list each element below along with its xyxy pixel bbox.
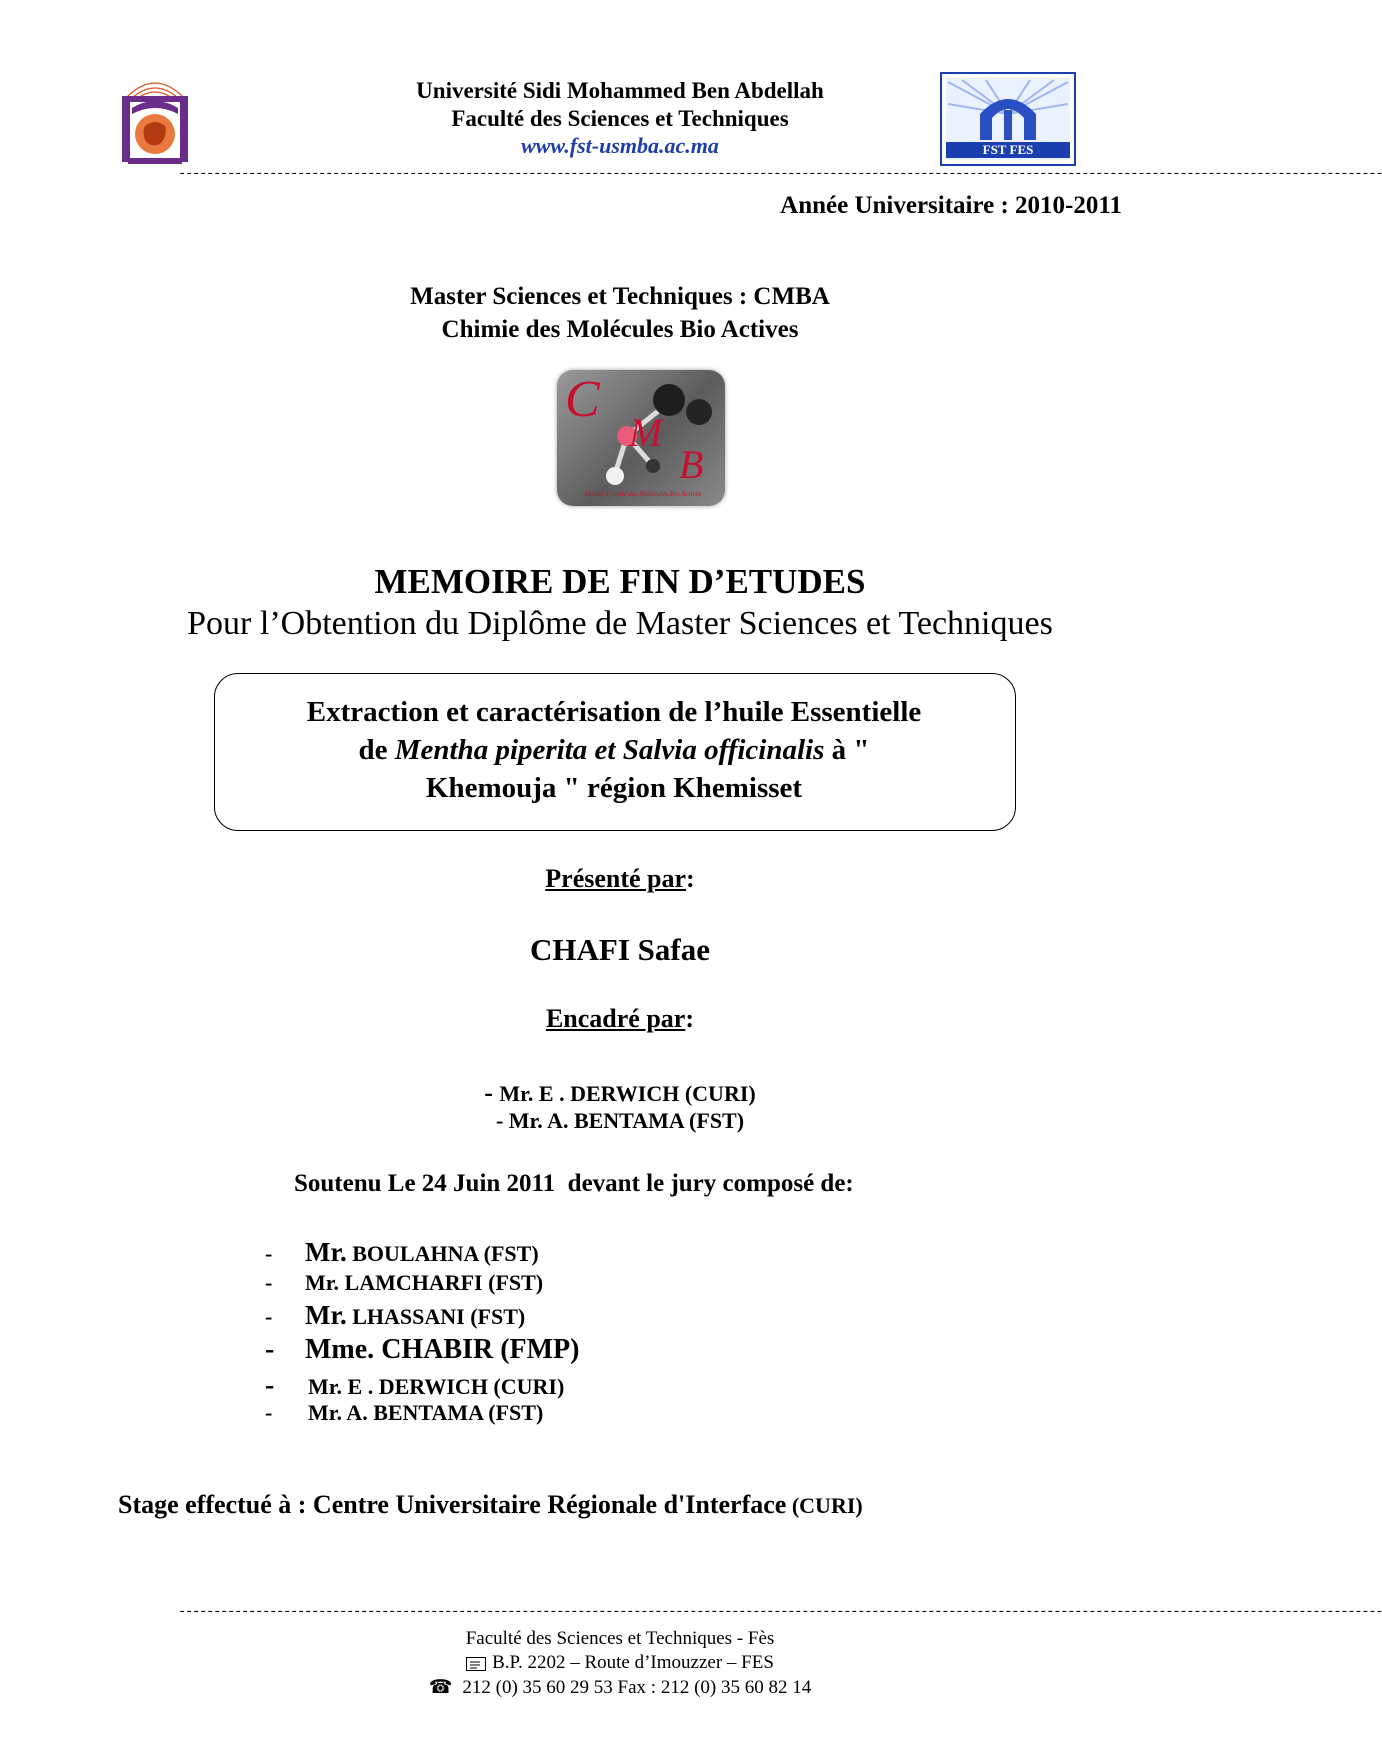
cmb-logo-caption: Master Chimie des Molécules Bio Actives (584, 490, 702, 498)
footer-address-text: B.P. 2202 – Route d’Imouzzer – FES (492, 1652, 774, 1673)
supervisor-2-name: Mr. A. BENTAMA (FST) (508, 1108, 745, 1133)
document-subtitle: Pour l’Obtention du Diplôme de Master Sciences et Techniques (187, 605, 1053, 642)
cmb-logo-letter-m: M (629, 410, 663, 455)
footer-phone-text: 212 (0) 35 60 29 53 Fax : 212 (0) 35 60 82 14 (462, 1677, 812, 1698)
jury-member-6-dash: - (265, 1400, 273, 1425)
supervisor-2 (0, 1108, 1240, 1134)
footer-faculty: Faculté des Sciences et Techniques - Fès (465, 1628, 775, 1649)
footer-phone (0, 1676, 1240, 1699)
footer-separator: ---------------------------------------------------------------------------------------------------------------------------------------------------------------------------- (178, 1604, 1382, 1620)
cmb-logo-letter-b: B (679, 442, 704, 487)
jury-member-6-name: A. BENTAMA (FST) (342, 1400, 544, 1425)
student-name: CHAFI Safae (530, 932, 710, 967)
internship-text: Stage effectué à : Centre Universitaire Régionale d'Interface (118, 1490, 787, 1519)
jury-member-5-dash: - (265, 1370, 275, 1401)
jury-member-1-name: BOULAHNA (FST) (346, 1241, 539, 1266)
supervisor-1 (0, 1078, 1240, 1108)
thesis-title-species: Mentha piperita et Salvia officinalis (394, 734, 825, 766)
supervisor-1-name: Mr. E . DERWICH (CURI) (499, 1081, 756, 1106)
jury-member-4-dash: - (265, 1334, 275, 1365)
thesis-title-line-1: Extraction et caractérisation de l’huile Essentielle (306, 696, 922, 728)
jury-member-4 (265, 1334, 579, 1366)
jury-member-1-dash: - (265, 1241, 273, 1266)
defense-statement: Soutenu Le 24 Juin 2011 devant le jury composé de: (294, 1170, 854, 1197)
university-logo (118, 74, 192, 166)
jury-member-6 (265, 1400, 543, 1426)
footer-address (0, 1652, 1240, 1674)
header-separator: ---------------------------------------------------------------------------------------------------------------------------------------------------------------------------- (178, 166, 1382, 182)
cmb-logo-letter-c: C (565, 371, 600, 428)
fst-fes-logo-text: FST FES (946, 142, 1070, 158)
program-subtitle: Chimie des Molécules Bio Actives (441, 316, 799, 343)
document-title: MEMOIRE DE FIN D’ETUDES (374, 562, 866, 601)
cmb-logo (557, 370, 725, 506)
internship-location (118, 1490, 863, 1520)
thesis-title-line-2 (214, 731, 1014, 769)
presented-by-label (0, 864, 1240, 894)
jury-member-6-title: Mr. (308, 1400, 343, 1425)
jury-member-5-name: E . DERWICH (CURI) (342, 1374, 565, 1399)
jury-member-3 (265, 1300, 525, 1331)
thesis-title-suffix: à " (824, 734, 870, 766)
jury-member-1 (265, 1237, 539, 1268)
university-name: Université Sidi Mohammed Ben Abdellah (416, 78, 824, 103)
jury-member-5 (265, 1370, 564, 1402)
jury-member-4-name: CHABIR (FMP) (374, 1334, 580, 1365)
phone-icon: ☎ (428, 1677, 453, 1698)
jury-member-2 (265, 1270, 543, 1296)
jury-member-2-title: Mr. (305, 1270, 340, 1295)
jury-member-1-title: Mr. (305, 1237, 347, 1267)
academic-year: Année Universitaire : 2010-2011 (780, 192, 1122, 219)
thesis-title-line-3: Khemouja " région Khemisset (425, 772, 803, 804)
supervised-by-label (0, 1004, 1240, 1034)
program-title: Master Sciences et Techniques : CMBA (410, 283, 830, 310)
thesis-title-prefix: de (358, 734, 395, 766)
jury-member-3-title: Mr. (305, 1300, 347, 1330)
jury-member-4-title: Mme. (305, 1334, 375, 1365)
jury-member-3-dash: - (265, 1304, 273, 1329)
fst-fes-logo (940, 72, 1076, 166)
website-link[interactable]: www.fst-usmba.ac.ma (521, 133, 719, 158)
thesis-title (214, 693, 1014, 807)
faculty-name: Faculté des Sciences et Techniques (451, 106, 789, 131)
supervisor-2-dash: - (495, 1108, 509, 1133)
jury-member-5-title: Mr. (308, 1374, 343, 1399)
jury-member-2-name: LAMCHARFI (FST) (339, 1270, 544, 1295)
supervised-by-text: Encadré par (545, 1004, 686, 1033)
internship-suffix: (CURI) (786, 1493, 863, 1518)
presented-by-text: Présenté par (545, 864, 687, 893)
jury-member-3-name: LHASSANI (FST) (346, 1304, 526, 1329)
supervisor-1-dash: - (484, 1078, 500, 1107)
supervised-by-colon: : (685, 1004, 695, 1033)
jury-member-2-dash: - (265, 1270, 273, 1295)
presented-by-colon: : (686, 864, 695, 893)
mailbox-icon (466, 1657, 486, 1671)
